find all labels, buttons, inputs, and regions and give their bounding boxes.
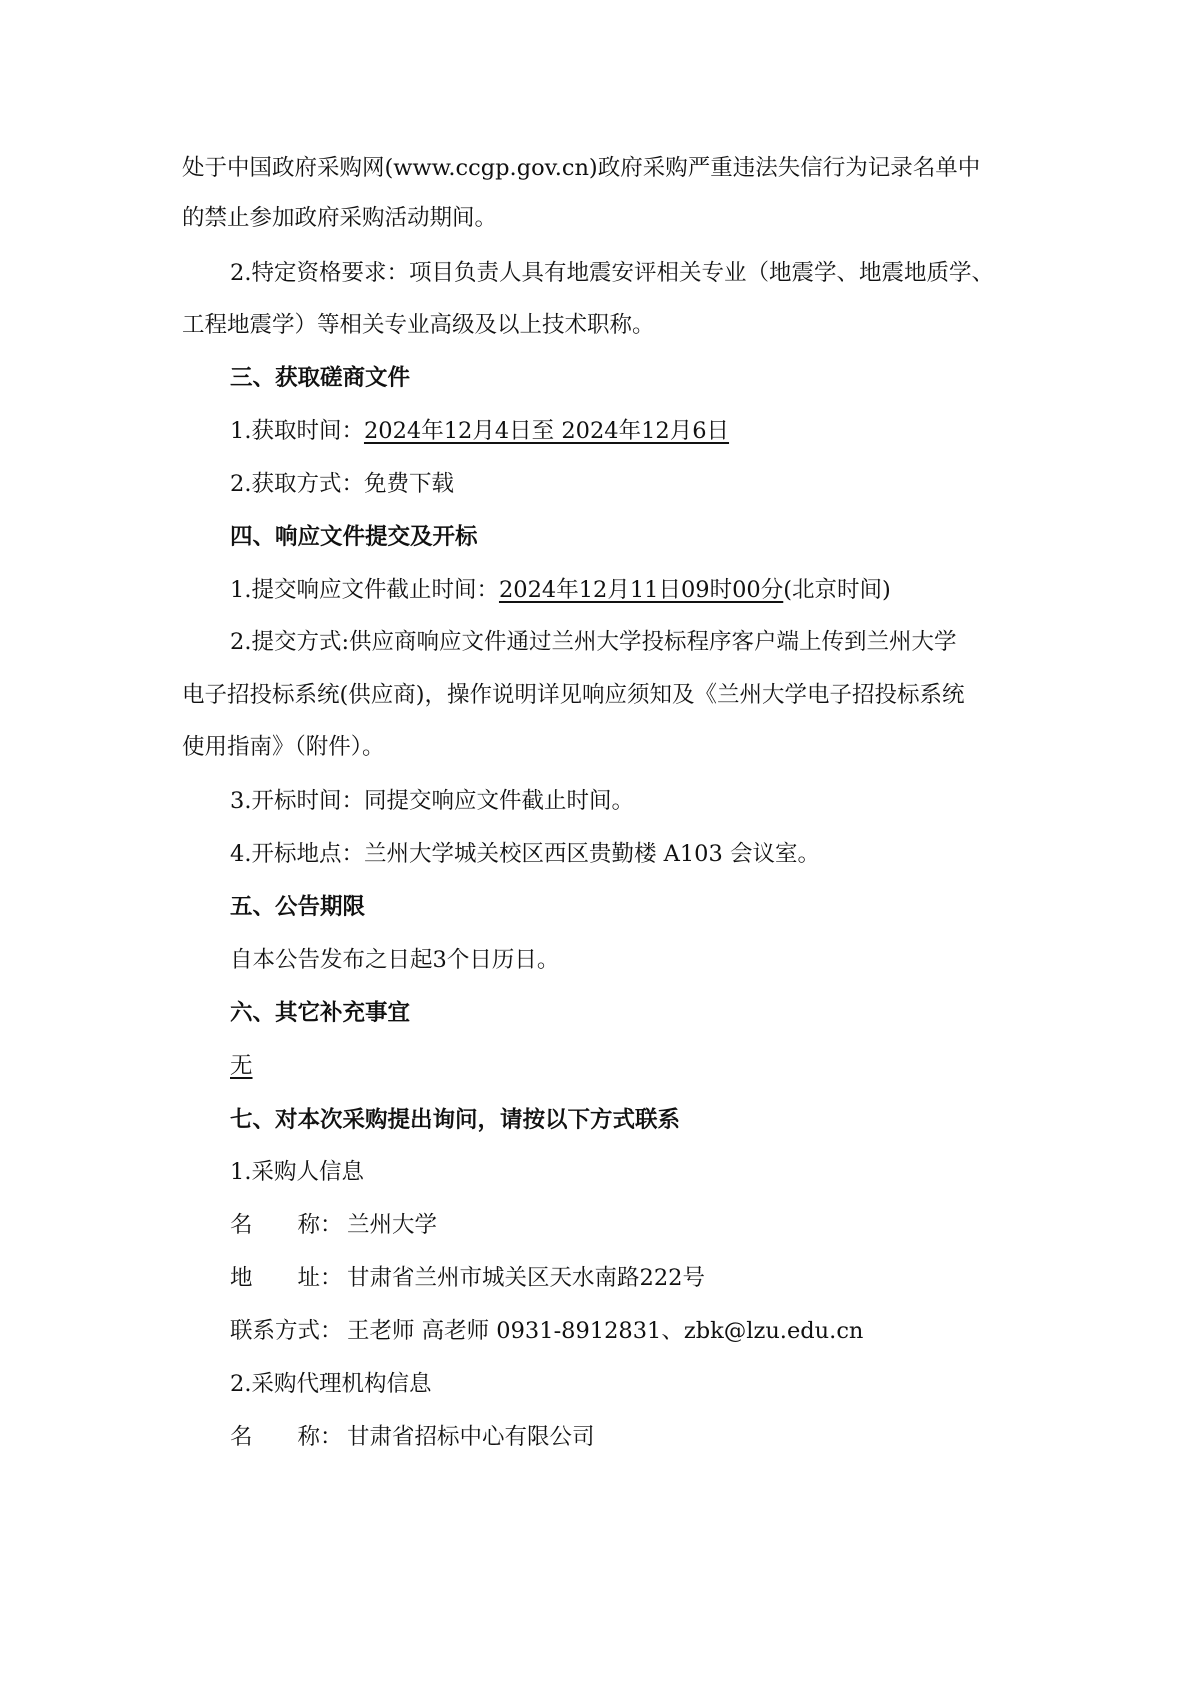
qualification-text-line-2: 的禁止参加政府采购活动期间。 (182, 205, 498, 231)
agency-name-value: 甘肃省招标中心有限公司 (347, 1424, 595, 1450)
deadline-suffix: (北京时间) (783, 577, 891, 603)
section-4-heading: 四、响应文件提交及开标 (230, 524, 478, 550)
qualification-text-line-1: 处于中国政府采购网(www.ccgp.gov.cn)政府采购严重违法失信行为记录名单中 (182, 155, 981, 181)
agency-name-line (230, 1422, 1020, 1452)
section-5-heading: 五、公告期限 (230, 894, 366, 920)
obtain-time-label: 1.获取时间： (230, 418, 364, 444)
buyer-contact-line (230, 1316, 1020, 1346)
supplement-value: 无 (230, 1053, 253, 1079)
section-6-heading: 六、其它补充事宜 (230, 1000, 411, 1026)
submit-method-line-3: 使用指南》（附件）。 (182, 734, 385, 760)
special-requirement-line-1: 2.特定资格要求：项目负责人具有地震安评相关专业（地震学、地震地质学、 (230, 260, 994, 286)
notice-period-text: 自本公告发布之日起3个日历日。 (230, 947, 560, 973)
submit-method-line-1: 2.提交方式:供应商响应文件通过兰州大学投标程序客户端上传到兰州大学 (230, 629, 957, 655)
submit-method-line-2: 电子招投标系统(供应商)，操作说明详见响应须知及《兰州大学电子招投标系统 (182, 682, 965, 708)
deadline-line (230, 575, 1020, 605)
section-3-heading: 三、获取磋商文件 (230, 365, 411, 391)
buyer-contact-value: 王老师 高老师 0931-8912831、zbk@lzu.edu.cn (347, 1318, 864, 1344)
buyer-address-value: 甘肃省兰州市城关区天水南路222号 (347, 1265, 705, 1291)
obtain-time-value: 2024年12月4日至 2024年12月6日 (363, 418, 730, 444)
deadline-label: 1.提交响应文件截止时间： (230, 577, 499, 603)
special-requirement-line-2: 工程地震学）等相关专业高级及以上技术职称。 (182, 312, 655, 338)
buyer-name-label: 名 称： (230, 1212, 343, 1238)
agency-name-label: 名 称： (230, 1424, 343, 1450)
buyer-address-line (230, 1263, 1020, 1293)
section-7-heading: 七、对本次采购提出询问，请按以下方式联系 (230, 1107, 681, 1133)
buyer-name-value: 兰州大学 (347, 1212, 438, 1238)
supplement-text (230, 1051, 1020, 1081)
buyer-contact-label: 联系方式： (230, 1318, 343, 1344)
open-place-line: 4.开标地点：兰州大学城关校区西区贵勤楼 A103 会议室。 (230, 841, 820, 867)
obtain-time-line (230, 416, 1020, 446)
buyer-name-line (230, 1210, 1020, 1240)
open-time-line: 3.开标时间：同提交响应文件截止时间。 (230, 788, 634, 814)
agency-info-title: 2.采购代理机构信息 (230, 1371, 432, 1397)
buyer-info-title: 1.采购人信息 (230, 1159, 364, 1185)
buyer-address-label: 地 址： (230, 1265, 343, 1291)
deadline-value: 2024年12月11日09时00分 (498, 577, 784, 603)
obtain-method-line: 2.获取方式：免费下载 (230, 471, 454, 497)
